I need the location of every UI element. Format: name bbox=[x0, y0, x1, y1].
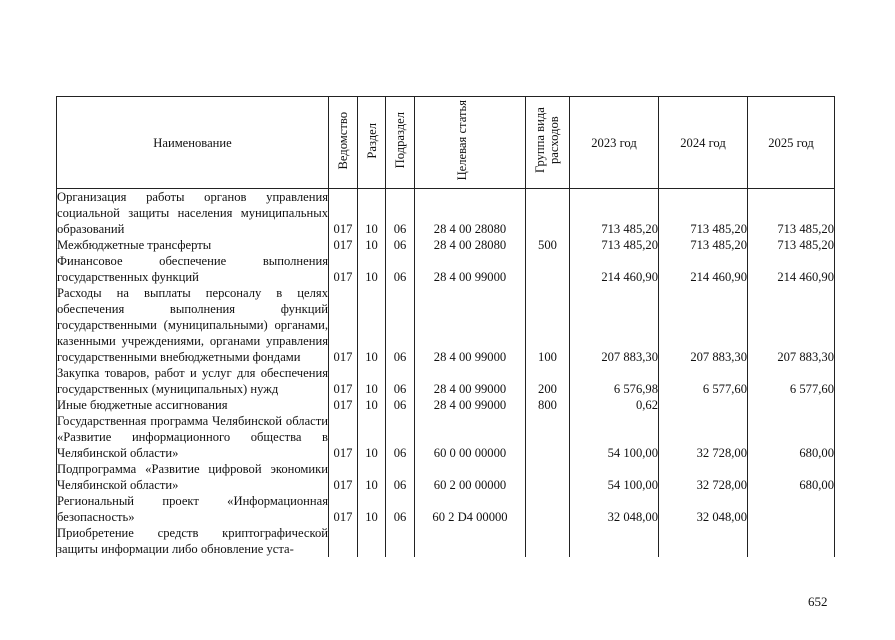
cell-y2023: 0,62 bbox=[570, 397, 659, 413]
cell-name: Иные бюджетные ассигнования bbox=[57, 397, 329, 413]
budget-table-container bbox=[56, 96, 834, 583]
cell-y2024: 713 485,20 bbox=[659, 189, 748, 238]
cell-y2024: 207 883,30 bbox=[659, 285, 748, 365]
cell-cs: 28 4 00 99000 bbox=[415, 253, 526, 285]
cell-y2024: 32 728,00 bbox=[659, 461, 748, 493]
page-number: 652 bbox=[808, 594, 828, 609]
cell-y2024 bbox=[659, 525, 748, 557]
cell-name: Расходы на выплаты персоналу в целях обеспечения выполнения функций государственными (муниципальными) органами, казенными учреждениями, органами управления государственными внебюджетными фондами bbox=[57, 286, 328, 364]
cell-razdel: 10 bbox=[358, 493, 386, 525]
cell-y2025: 214 460,90 bbox=[748, 253, 835, 285]
cell-gvr bbox=[526, 461, 570, 493]
table-row bbox=[57, 525, 835, 557]
cell-gvr: 500 bbox=[526, 237, 570, 253]
cell-podrazdel: 06 bbox=[386, 365, 415, 397]
cell-y2024: 6 577,60 bbox=[659, 365, 748, 397]
cell-name: Организация работы органов управления социальной защиты населения муниципальных образований bbox=[57, 190, 328, 236]
header-podrazdel: Подраздел bbox=[386, 97, 415, 189]
cell-gvr: 100 bbox=[526, 285, 570, 365]
cell-gvr: 200 bbox=[526, 365, 570, 397]
cell-ved: 017 bbox=[329, 237, 358, 253]
cell-gvr bbox=[526, 189, 570, 238]
table-row bbox=[57, 461, 835, 493]
cell-razdel: 10 bbox=[358, 285, 386, 365]
cell-podrazdel: 06 bbox=[386, 253, 415, 285]
cell-y2024: 32 728,00 bbox=[659, 413, 748, 461]
cell-y2023 bbox=[570, 525, 659, 557]
cell-y2023: 54 100,00 bbox=[570, 461, 659, 493]
cell-podrazdel: 06 bbox=[386, 237, 415, 253]
cell-y2023: 713 485,20 bbox=[570, 189, 659, 238]
cell-y2025: 680,00 bbox=[748, 461, 835, 493]
cell-y2023: 54 100,00 bbox=[570, 413, 659, 461]
cell-ved: 017 bbox=[329, 253, 358, 285]
header-celevaya-statya: Целевая статья bbox=[415, 97, 526, 189]
cell-name: Приобретение средств криптографической защиты информации либо обновление уста- bbox=[57, 526, 328, 556]
cell-y2023: 214 460,90 bbox=[570, 253, 659, 285]
cell-cs: 60 2 D4 00000 bbox=[415, 493, 526, 525]
cell-y2023: 32 048,00 bbox=[570, 493, 659, 525]
header-razdel: Раздел bbox=[358, 97, 386, 189]
cell-podrazdel bbox=[386, 525, 415, 557]
table-row bbox=[57, 397, 835, 413]
cell-name: Закупка товаров, работ и услуг для обеспечения государственных (муниципальных) нужд bbox=[57, 366, 328, 396]
cell-podrazdel: 06 bbox=[386, 189, 415, 238]
header-2025: 2025 год bbox=[748, 97, 835, 189]
cell-name: Межбюджетные трансферты bbox=[57, 237, 329, 253]
cell-ved: 017 bbox=[329, 397, 358, 413]
cell-y2025 bbox=[748, 397, 835, 413]
cell-y2023: 6 576,98 bbox=[570, 365, 659, 397]
cell-podrazdel: 06 bbox=[386, 285, 415, 365]
header-gruppa-vida: Группа вида расходов bbox=[526, 97, 570, 189]
cell-cs: 28 4 00 99000 bbox=[415, 397, 526, 413]
cell-y2023: 713 485,20 bbox=[570, 237, 659, 253]
cell-podrazdel: 06 bbox=[386, 413, 415, 461]
cell-cs: 28 4 00 28080 bbox=[415, 237, 526, 253]
table-row bbox=[57, 189, 835, 238]
cell-y2025: 680,00 bbox=[748, 413, 835, 461]
table-body bbox=[57, 189, 835, 558]
cell-y2025: 207 883,30 bbox=[748, 285, 835, 365]
cell-cs: 28 4 00 99000 bbox=[415, 285, 526, 365]
cell-ved: 017 bbox=[329, 493, 358, 525]
cell-ved: 017 bbox=[329, 413, 358, 461]
cell-gvr bbox=[526, 253, 570, 285]
cell-ved bbox=[329, 525, 358, 557]
header-name: Наименование bbox=[57, 97, 329, 189]
cell-ved: 017 bbox=[329, 189, 358, 238]
cell-name: Государственная программа Челябинской области «Развитие информационного общества в Челябинской области» bbox=[57, 414, 328, 460]
cell-name: Региональный проект «Информационная безопасность» bbox=[57, 494, 328, 524]
cell-razdel bbox=[358, 525, 386, 557]
cell-name: Подпрограмма «Развитие цифровой экономики Челябинской области» bbox=[57, 462, 328, 492]
table-row bbox=[57, 253, 835, 285]
cell-y2025: 713 485,20 bbox=[748, 237, 835, 253]
table-row bbox=[57, 365, 835, 397]
cell-name: Финансовое обеспечение выполнения государственных функций bbox=[57, 254, 328, 284]
cell-ved: 017 bbox=[329, 461, 358, 493]
cell-y2023: 207 883,30 bbox=[570, 285, 659, 365]
cell-y2024: 32 048,00 bbox=[659, 493, 748, 525]
cell-cs: 28 4 00 28080 bbox=[415, 189, 526, 238]
cell-cs: 60 2 00 00000 bbox=[415, 461, 526, 493]
cell-y2024: 214 460,90 bbox=[659, 253, 748, 285]
cell-gvr bbox=[526, 493, 570, 525]
cell-podrazdel: 06 bbox=[386, 461, 415, 493]
cell-y2025: 713 485,20 bbox=[748, 189, 835, 238]
cell-y2025 bbox=[748, 493, 835, 525]
table-row bbox=[57, 237, 835, 253]
cell-ved: 017 bbox=[329, 365, 358, 397]
cell-razdel: 10 bbox=[358, 461, 386, 493]
header-vedomstvo: Ведомство bbox=[329, 97, 358, 189]
cell-razdel: 10 bbox=[358, 237, 386, 253]
cell-cs: 60 0 00 00000 bbox=[415, 413, 526, 461]
cell-razdel: 10 bbox=[358, 397, 386, 413]
cell-razdel: 10 bbox=[358, 189, 386, 238]
cell-y2025 bbox=[748, 525, 835, 557]
cell-gvr: 800 bbox=[526, 397, 570, 413]
cell-podrazdel: 06 bbox=[386, 397, 415, 413]
header-2023: 2023 год bbox=[570, 97, 659, 189]
cell-razdel: 10 bbox=[358, 253, 386, 285]
cell-gvr bbox=[526, 413, 570, 461]
table-header-row bbox=[57, 97, 835, 189]
cell-y2024: 713 485,20 bbox=[659, 237, 748, 253]
budget-table bbox=[56, 96, 835, 557]
table-row bbox=[57, 285, 835, 365]
cell-razdel: 10 bbox=[358, 365, 386, 397]
cell-gvr bbox=[526, 525, 570, 557]
table-row bbox=[57, 413, 835, 461]
header-2024: 2024 год bbox=[659, 97, 748, 189]
table-row bbox=[57, 493, 835, 525]
cell-cs bbox=[415, 525, 526, 557]
cell-podrazdel: 06 bbox=[386, 493, 415, 525]
cell-ved: 017 bbox=[329, 285, 358, 365]
cell-razdel: 10 bbox=[358, 413, 386, 461]
cell-y2024 bbox=[659, 397, 748, 413]
cell-y2025: 6 577,60 bbox=[748, 365, 835, 397]
cell-cs: 28 4 00 99000 bbox=[415, 365, 526, 397]
